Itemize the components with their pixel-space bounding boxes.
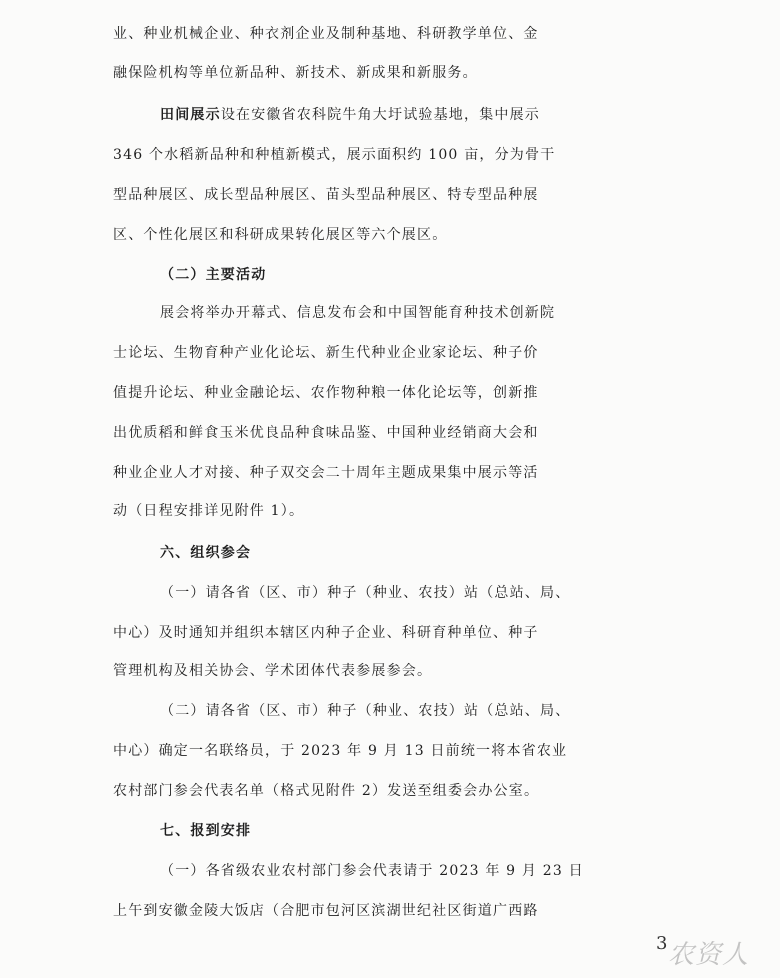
text-line: 农村部门参会代表名单（格式见附件 2）发送至组委会办公室。 — [113, 783, 540, 799]
text-line: 值提升论坛、种业金融论坛、农作物种粮一体化论坛等，创新推 — [113, 385, 539, 401]
text-line: 中心）确定一名联络员，于 2023 年 9 月 13 日前统一将本省农业 — [113, 743, 568, 759]
text-line: （一）各省级农业农村部门参会代表请于 2023 年 9 月 23 日 — [160, 863, 584, 879]
text-line: 动（日程安排详见附件 1）。 — [113, 503, 305, 519]
text-line: （二）请各省（区、市）种子（种业、农技）站（总站、局、 — [160, 703, 571, 719]
text-line: （一）请各省（区、市）种子（种业、农技）站（总站、局、 — [160, 585, 571, 601]
text-line: 346 个水稻新品种和种植新模式，展示面积约 100 亩，分为骨干 — [113, 147, 556, 163]
text-line: 区、个性化展区和科研成果转化展区等六个展区。 — [113, 227, 448, 243]
text-line: 融保险机构等单位新品种、新技术、新成果和新服务。 — [113, 65, 478, 81]
page-number: 3 — [656, 933, 668, 954]
text-line: 展会将举办开幕式、信息发布会和中国智能育种技术创新院 — [160, 305, 556, 321]
text-line: 中心）及时通知并组织本辖区内种子企业、科研育种单位、种子 — [113, 625, 539, 641]
section-heading-main-activities: （二）主要活动 — [160, 267, 267, 283]
field-display-heading: 田间展示 — [160, 107, 221, 123]
text-line: 型品种展区、成长型品种展区、苗头型品种展区、特专型品种展 — [113, 187, 539, 203]
text-line: 设在安徽省农科院牛角大圩试验基地，集中展示 — [220, 107, 541, 123]
section-heading-registration: 七、报到安排 — [160, 823, 252, 839]
text-line: 士论坛、生物育种产业化论坛、新生代种业企业家论坛、种子价 — [113, 345, 539, 361]
paragraph-field-display — [0, 100, 780, 130]
text-line: 种业企业人才对接、种子双交会二十周年主题成果集中展示等活 — [113, 465, 539, 481]
text-line: 管理机构及相关协会、学术团体代表参展参会。 — [113, 663, 433, 679]
watermark-logo: 农资人 — [668, 940, 750, 970]
section-heading-organize: 六、组织参会 — [160, 545, 252, 561]
text-line: 业、种业机械企业、种衣剂企业及制种基地、科研教学单位、金 — [113, 26, 539, 42]
text-line: 上午到安徽金陵大饭店（合肥市包河区滨湖世纪社区街道广西路 — [113, 903, 539, 919]
text-line: 出优质稻和鲜食玉米优良品种食味品鉴、中国种业经销商大会和 — [113, 425, 539, 441]
